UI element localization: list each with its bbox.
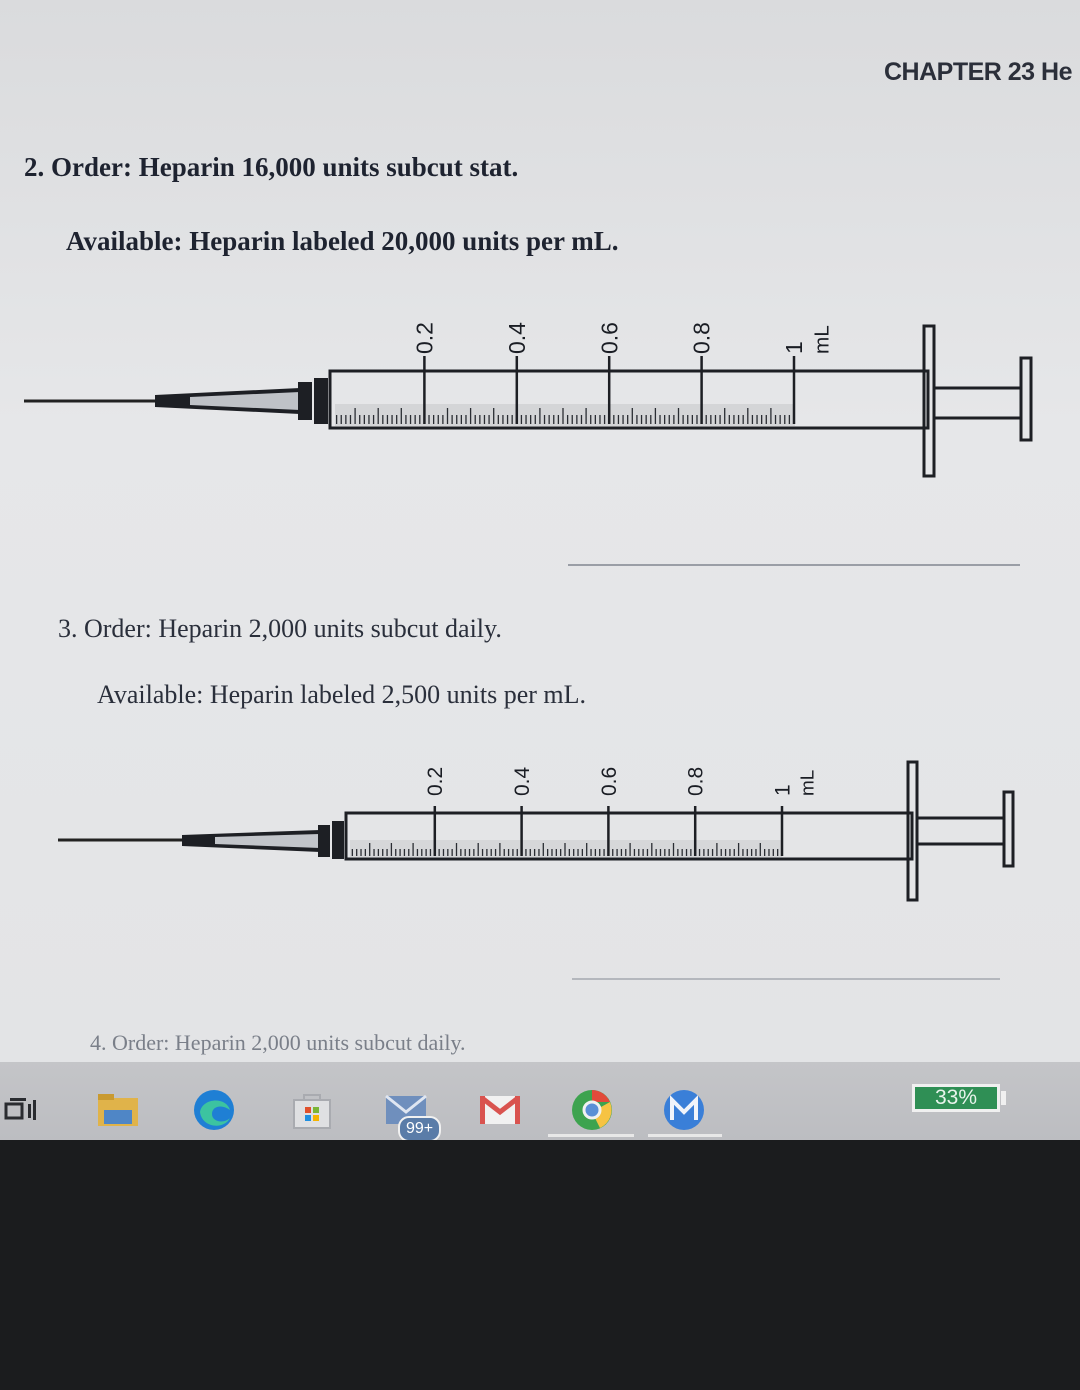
edge-browser-icon[interactable] (192, 1088, 236, 1132)
tick-label: 0.6 (596, 322, 623, 354)
tick-label: 0.2 (424, 766, 448, 796)
task-view-icon[interactable] (0, 1088, 44, 1132)
tick-label: 0.4 (510, 766, 534, 796)
app-m-active-indicator (648, 1134, 722, 1137)
problem-3-available: Available: Heparin labeled 2,500 units per mL. (97, 680, 587, 709)
chrome-icon[interactable] (570, 1088, 614, 1132)
unit-label: mL (810, 325, 834, 354)
file-explorer-icon[interactable] (96, 1088, 140, 1132)
tick-label: 1 (771, 784, 795, 796)
tick-label: 0.8 (688, 322, 715, 354)
taskbar (0, 1062, 1080, 1140)
gmail-icon[interactable] (478, 1088, 522, 1132)
tick-label: 0.4 (503, 322, 530, 354)
chapter-label: CHAPTER 23 (884, 58, 1035, 86)
unit-label: mL (797, 769, 819, 796)
problem-2-available: Available: Heparin labeled 20,000 units per mL. (66, 226, 619, 256)
problem-3-order: 3. Order: Heparin 2,000 units subcut daily. (58, 614, 502, 643)
tick-label: 0.6 (597, 766, 621, 796)
problem-2-order: 2. Order: Heparin 16,000 units subcut stat. (24, 152, 519, 182)
answer-line-problem-3 (572, 978, 1000, 980)
battery-tip (1001, 1091, 1006, 1105)
syringe-needle (58, 821, 344, 859)
syringe-tick-labels (424, 766, 818, 796)
chapter-title-fragment: He (1041, 58, 1073, 86)
chrome-active-indicator (548, 1134, 634, 1137)
problem-4-order: 4. Order: Heparin 2,000 units subcut daily. (90, 1030, 466, 1055)
microsoft-store-icon[interactable] (290, 1088, 334, 1132)
syringe-plunger (908, 762, 1013, 900)
tick-label: 0.8 (684, 766, 708, 796)
tick-label: 0.2 (411, 322, 438, 354)
mail-unread-badge: 99+ (398, 1116, 441, 1140)
app-m-icon[interactable] (662, 1088, 706, 1132)
tick-label: 1 (781, 341, 808, 354)
battery-indicator[interactable]: 33% (912, 1084, 1000, 1112)
